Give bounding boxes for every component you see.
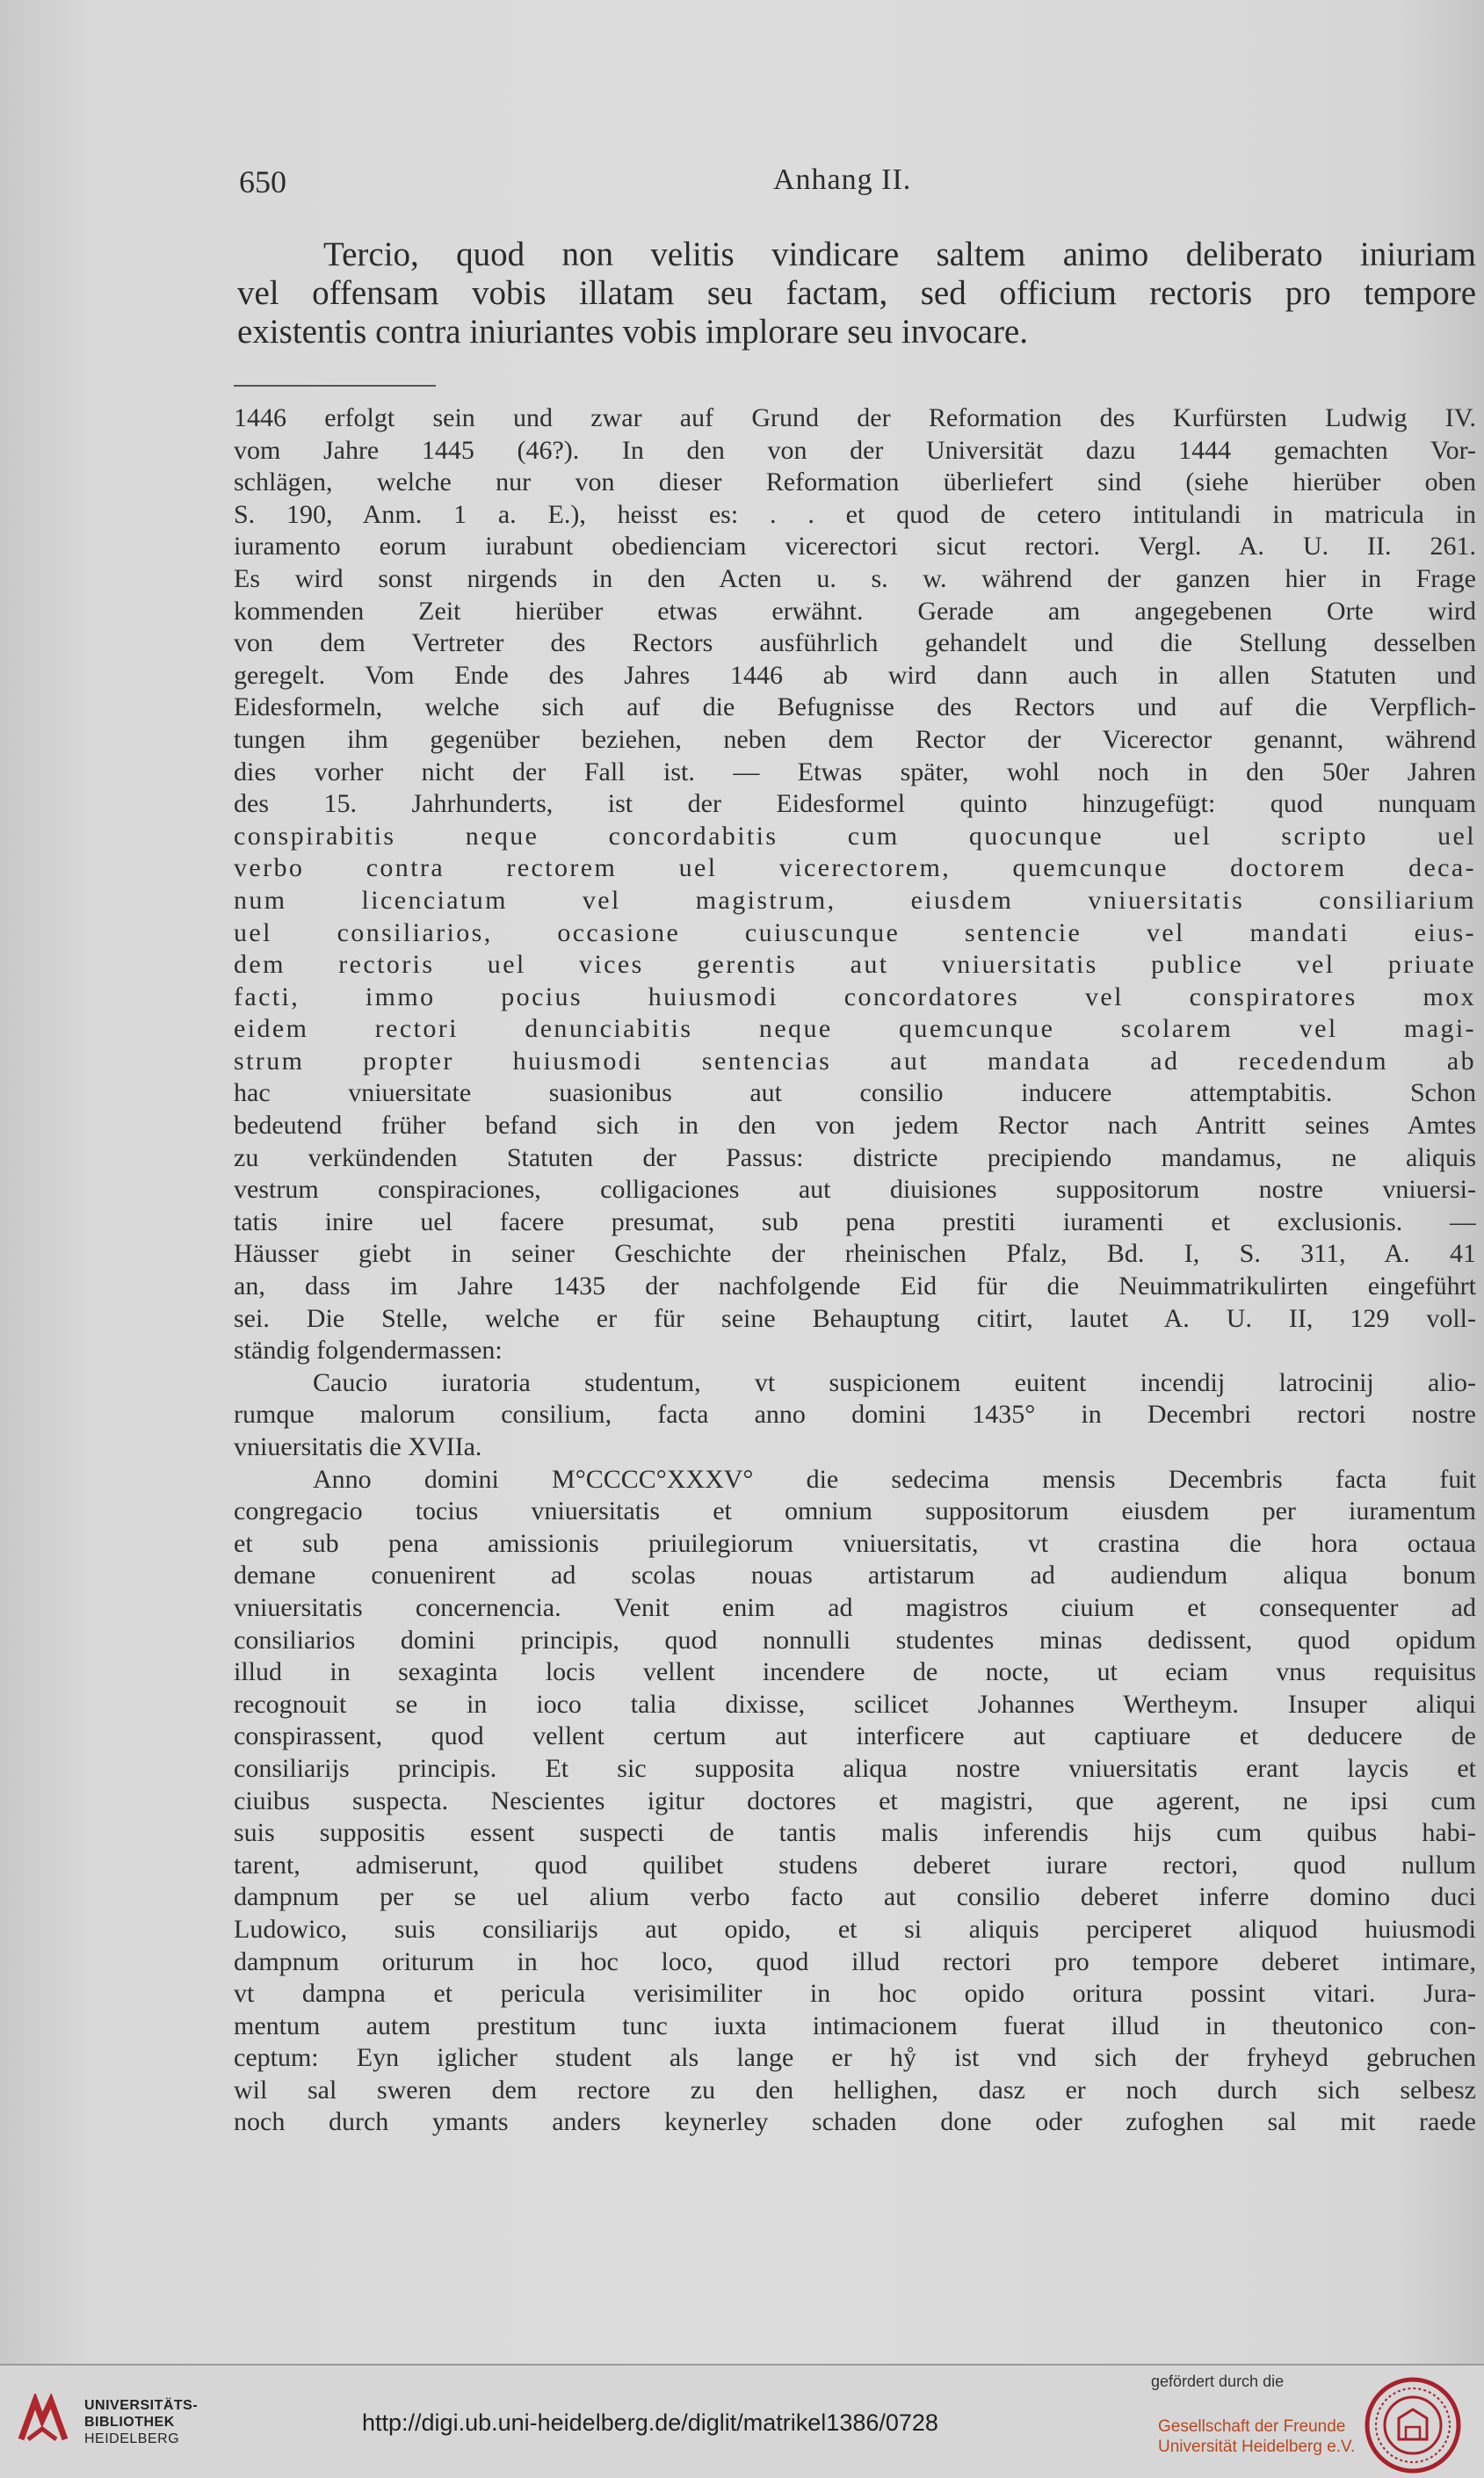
running-head: Anhang II. xyxy=(773,163,912,196)
footnote-line: des 15. Jahrhunderts, ist der Eidesformel quinto hinzugefügt: quod nunquam xyxy=(234,789,1476,819)
footnote-line: et sub pena amissionis priuilegiorum vniuersitatis, vt crastina die hora octaua xyxy=(234,1528,1476,1558)
footnote-line: tarent, admiserunt, quod quilibet studens deberet iurare rectori, quod nullum xyxy=(234,1850,1476,1880)
library-logo-icon[interactable] xyxy=(16,2394,70,2448)
footnote xyxy=(234,402,1476,2139)
footnote-line: Es wird sonst nirgends in den Acten u. s. w. während der ganzen hier in Frage xyxy=(234,563,1476,593)
footnote-line: wil sal sweren dem rectore zu den hellighen, dasz er noch durch sich selbesz xyxy=(234,2075,1476,2105)
footnote-line: Häusser giebt in seiner Geschichte der rheinischen Pfalz, Bd. I, S. 311, A. 41 xyxy=(234,1239,1476,1269)
footnote-line: conspirassent, quod vellent certum aut interficere aut captiuare et deducere de xyxy=(234,1721,1476,1751)
footnote-line: facti, immo pocius huiusmodi concordatores vel conspiratores mox xyxy=(234,982,1476,1011)
footnote-line: hac vniuersitate suasionibus aut consilio inducere attemptabitis. Schon xyxy=(234,1078,1476,1108)
footnote-line: suis suppositis essent suspecti de tantis malis inferendis hijs cum quibus habi- xyxy=(234,1818,1476,1848)
footnote-line: vniuersitatis die XVIIa. xyxy=(234,1432,482,1461)
footnote-line: conspirabitis neque concordabitis cum quocunque uel scripto uel xyxy=(234,821,1476,851)
footnote-line: recognouit se in ioco talia dixisse, scilicet Johannes Wertheym. Insuper aliqui xyxy=(234,1689,1476,1719)
library-name-line: UNIVERSITÄTS- xyxy=(84,2398,199,2413)
sponsor-name-line: Gesellschaft der Freunde xyxy=(1158,2417,1346,2436)
sponsor-name-line: Universität Heidelberg e.V. xyxy=(1158,2438,1356,2456)
footnote-line: tungen ihm gegenüber beziehen, neben dem Rector der Vicerector genannt, während xyxy=(234,724,1476,754)
footnote-line: Caucio iuratoria studentum, vt suspicionem euitent incendij latrocinij alio- xyxy=(313,1367,1476,1397)
main-text xyxy=(237,235,1476,351)
main-text-line: vel offensam vobis illatam seu factam, sed officium rectoris pro tempore xyxy=(237,274,1476,312)
footnote-line: bedeutend früher befand sich in den von jedem Rector nach Antritt seines Amtes xyxy=(234,1111,1476,1141)
footnote-line: ständig folgendermassen: xyxy=(234,1336,503,1366)
footnote-line: strum propter huiusmodi sentencias aut mandata ad recedendum ab xyxy=(234,1046,1476,1076)
footnote-line: dampnum oriturum in hoc loco, quod illud rectori pro tempore deberet intimare, xyxy=(234,1946,1476,1976)
footnote-line: dampnum per se uel alium verbo facto aut consilio deberet inferre domino duci xyxy=(234,1882,1476,1912)
sponsor-label: gefördert durch die xyxy=(1151,2373,1285,2390)
footnote-line: rumque malorum consilium, facta anno domini 1435° in Decembri rectori nostre xyxy=(234,1400,1476,1430)
footnote-line: uel consiliarios, occasione cuiuscunque sentencie vel mandati eius- xyxy=(234,917,1476,947)
footnote-line: num licenciatum vel magistrum, eiusdem vniuersitatis consiliarium xyxy=(234,885,1476,915)
footnote-line: mentum autem prestitum tunc iuxta intimacionem fuerat illud in theutonico con- xyxy=(234,2011,1476,2040)
viewer-footer xyxy=(0,2364,1484,2478)
footnote-line: kommenden Zeit hierüber etwas erwähnt. Gerade am angegebenen Orte wird xyxy=(234,596,1476,626)
footnote-line: vniuersitatis concernencia. Venit enim ad magistros ciuium et consequenter ad xyxy=(234,1592,1476,1622)
footnote-line: vestrum conspiraciones, colligaciones aut diuisiones suppositorum nostre vniuersi- xyxy=(234,1175,1476,1205)
library-name[interactable] xyxy=(84,2397,225,2447)
footnote-line: illud in sexaginta locis vellent incendere de nocte, ut eciam vnus requisitus xyxy=(234,1657,1476,1687)
footnote-line: vom Jahre 1445 (46?). In den von der Universität dazu 1444 gemachten Vor- xyxy=(234,435,1476,465)
footnote-line: congregacio tocius vniuersitatis et omnium suppositorum eiusdem per iuramentum xyxy=(234,1496,1476,1526)
footnote-line: vt dampna et pericula verisimiliter in hoc opido oritura possint vitari. Jura- xyxy=(234,1979,1476,2009)
sponsor-link[interactable] xyxy=(1158,2416,1355,2457)
page-url-link[interactable]: http://digi.ub.uni-heidelberg.de/diglit/matrikel1386/0728 xyxy=(362,2409,938,2436)
footnote-line: S. 190, Anm. 1 a. E.), heisst es: . . et quod de cetero intitulandi in matricula in xyxy=(234,499,1476,529)
footnote-line: Anno domini M°CCCC°XXXV° die sedecima mensis Decembris facta fuit xyxy=(313,1464,1476,1494)
footnote-line: dies vorher nicht der Fall ist. — Etwas später, wohl noch in den 50er Jahren xyxy=(234,757,1476,786)
footnote-line: tatis inire uel facere presumat, sub pena prestiti iuramenti et exclusionis. — xyxy=(234,1206,1476,1236)
footnote-line: schlägen, welche nur von dieser Reformation überliefert sind (siehe hierüber oben xyxy=(234,467,1476,497)
footnote-line: consiliarios domini principis, quod nonnulli studentes minas dedissent, quod opidum xyxy=(234,1625,1476,1655)
footnote-line: an, dass im Jahre 1435 der nachfolgende Eid für die Neuimmatrikulirten eingeführt xyxy=(234,1272,1476,1301)
footnote-rule xyxy=(234,385,436,387)
footnote-line: geregelt. Vom Ende des Jahres 1446 ab wird dann auch in allen Statuten und xyxy=(234,660,1476,690)
library-city: HEIDELBERG xyxy=(84,2431,180,2446)
footnote-line: Eidesformeln, welche sich auf die Befugnisse des Rectors und auf die Verpflich- xyxy=(234,692,1476,722)
main-text-line: existentis contra iniuriantes vobis implorare seu invocare. xyxy=(237,313,1028,351)
university-seal-icon xyxy=(1364,2376,1462,2474)
footnote-line: iuramento eorum iurabunt obedienciam vicerectori sicut rectori. Vergl. A. U. II. 261. xyxy=(234,532,1476,562)
footnote-line: dem rectoris uel vices gerentis aut vniuersitatis publice vel priuate xyxy=(234,950,1476,980)
footnote-line: ceptum: Eyn iglicher student als lange er hẙ ist vnd sich der fryheyd gebruchen xyxy=(234,2043,1476,2073)
footnote-line: ciuibus suspecta. Nescientes igitur doctores et magistri, que agerent, ne ipsi cum xyxy=(234,1786,1476,1815)
footnote-line: sei. Die Stelle, welche er für seine Behauptung citirt, lautet A. U. II, 129 voll- xyxy=(234,1303,1476,1333)
footnote-line: Ludowico, suis consiliarijs aut opido, et si aliquis perciperet aliquod huiusmodi xyxy=(234,1914,1476,1944)
footnote-line: verbo contra rectorem uel vicerectorem, quemcunque doctorem deca- xyxy=(234,853,1476,883)
footnote-line: noch durch ymants anders keynerley schaden done oder zufoghen sal mit raede xyxy=(234,2107,1476,2137)
main-text-line: Tercio, quod non velitis vindicare saltem animo deliberato iniuriam xyxy=(323,235,1476,273)
page-number: 650 xyxy=(239,164,286,199)
footnote-line: consiliarijs principis. Et sic supposita aliqua nostre vniuersitatis erant laycis et xyxy=(234,1753,1476,1783)
footnote-line: eidem rectori denunciabitis neque quemcunque scolarem vel magi- xyxy=(234,1014,1476,1044)
footnote-line: 1446 erfolgt sein und zwar auf Grund der Reformation des Kurfürsten Ludwig IV. xyxy=(234,403,1476,432)
footnote-line: zu verkündenden Statuten der Passus: districte precipiendo mandamus, ne aliquis xyxy=(234,1142,1476,1172)
footnote-line: demane conuenirent ad scolas nouas artistarum ad audiendum aliqua bonum xyxy=(234,1561,1476,1590)
library-name-line: BIBLIOTHEK xyxy=(84,2415,175,2430)
footnote-line: von dem Vertreter des Rectors ausführlich gehandelt und die Stellung desselben xyxy=(234,628,1476,658)
